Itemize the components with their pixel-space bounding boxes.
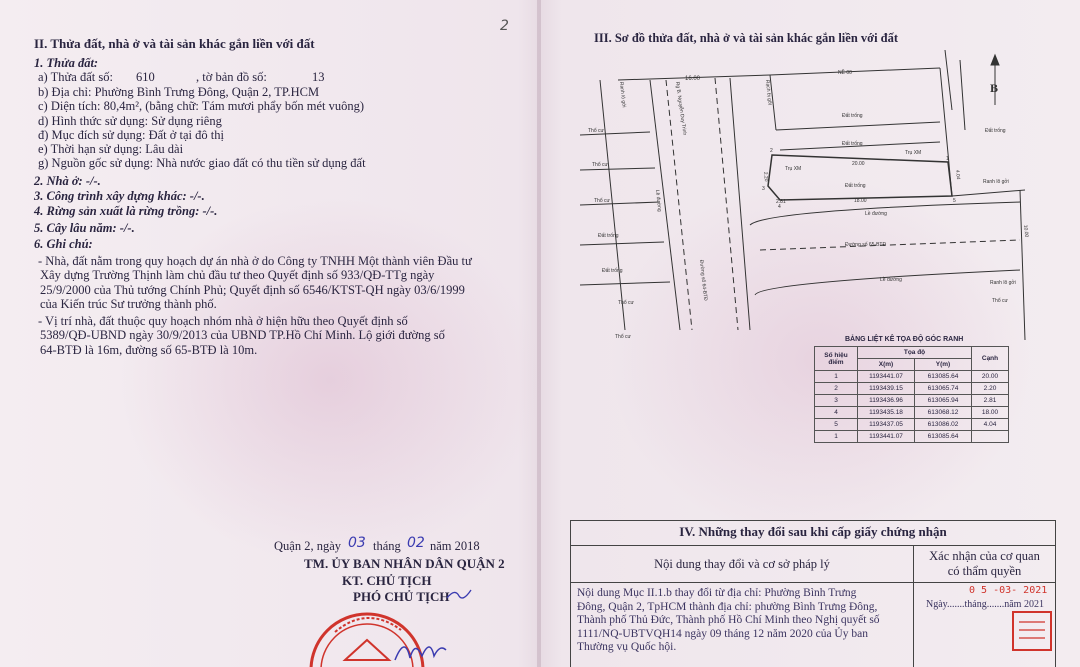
area: c) Diện tích: 80,4m², (bằng chữ: Tám mươi phẩy bốn mét vuông) [38,99,365,113]
cell: 4.04 [972,419,1009,431]
corner-number: 3 [762,186,765,192]
change-line: Thường vụ Quốc hội. [577,641,677,653]
house-line: 2. Nhà ở: -/-. [34,174,101,188]
coord-header: Tọa độ [858,347,972,359]
cell: 5 [815,419,858,431]
perennial-line: 5. Cây lâu năm: -/-. [34,221,135,235]
stamp-date: 0 5 -03- 2021 [969,585,1048,596]
forest-line: 4. Rừng sản xuất là rừng trồng: -/-. [34,204,218,218]
land-label: Thổ cư [992,298,1008,304]
date-prefix: Quận 2, ngày [274,539,341,553]
dimension: 18.00 [854,198,867,204]
lot-top: NỀ 00 [838,70,852,76]
cell: 20.00 [972,371,1009,383]
land-label: Đất trống [842,113,863,119]
note-line: - Nhà, đất nằm trong quy hoạch dự án nhà ở do Công ty TNHH Một thành viên Đầu tư [38,254,472,268]
land-plot-title: 1. Thửa đất: [34,56,99,70]
col2-line2: có thẩm quyền [947,564,1022,578]
corner-number: 1 [946,156,949,162]
coord-header: Cạnh [972,347,1009,371]
usage-form: d) Hình thức sử dụng: Sử dụng riêng [38,114,222,128]
signatory-title: PHÓ CHỦ TỊCH [353,589,450,604]
usage-origin: g) Nguồn gốc sử dụng: Nhà nước giao đất có thu tiền sử dụng đất [38,156,366,170]
cell: 1193441.07 [858,431,915,443]
cell: 1193439.15 [858,383,915,395]
kerb-label: Lề đường [865,211,887,217]
dimension: 10.00 [1022,224,1030,238]
ranh-top: Rạch bị gốt [764,79,773,106]
change-confirmation [914,583,1056,667]
land-label: Đất trống [985,128,1006,134]
coord-header: Số hiệu điểm [815,347,858,371]
cell [972,431,1009,443]
land-label: Thổ cư [618,300,634,306]
site-plan-map [580,50,1060,340]
land-label: Thổ cư [615,334,631,340]
land-label: Đất trống [598,233,619,239]
land-label: Thổ cư [588,128,604,134]
col2-line1: Xác nhận của cơ quan [929,549,1040,563]
note-line: Xây dựng Trường Thịnh làm chủ đầu tư theo Quyết định số 933/QĐ-TTg ngày [40,268,435,282]
signatory-org: TM. ỦY BAN NHÂN DÂN QUẬN 2 [304,556,505,571]
change-line: 1111/NQ-UBTVQH14 ngày 09 tháng 12 năm 2020 của Ủy ban [577,627,868,640]
pillar-label: Trụ XM [905,150,922,156]
coord-table [814,346,1009,443]
table-row [815,395,1009,407]
page-fold [537,0,541,667]
section-iii-heading: III. Sơ đồ thửa đất, nhà ở và tài sản khác gắn liền với đất [594,31,899,45]
cell: 613085.64 [915,371,972,383]
table-row [815,407,1009,419]
cell: 613065.74 [915,383,972,395]
corner-number: 2 [770,148,773,154]
notes-title: 6. Ghi chú: [34,237,93,251]
ranh-right-2: Ranh lô gởi [990,280,1016,286]
cell: 1193435.18 [858,407,915,419]
cell: 3 [815,395,858,407]
cell: 1 [815,431,858,443]
dimension: 20.00 [852,161,865,167]
note-line: 25/9/2000 của Thủ tướng Chính Phủ; Quyết định số 6546/KTST-QH ngày 03/6/1999 [40,283,465,297]
date-month: 02 [407,535,425,551]
address: b) Địa chỉ: Phường Bình Trưng Đông, Quận 2, TP.HCM [38,85,320,99]
cell: 2 [815,383,858,395]
note-line: của Kiến trúc Sư trưởng thành phố. [40,297,217,311]
handwritten-mark: 2 [500,18,509,34]
dim-top: 16.00 [685,76,701,82]
cell: 1 [815,371,858,383]
change-line: Đông, Quận 2, TpHCM thành địa chỉ: phường Bình Trưng Đông, [577,600,878,613]
ranh-right: Ranh lô gởi [983,179,1009,185]
north-label: B [990,81,999,95]
change-content [571,583,914,667]
note-line: - Vị trí nhà, đất thuộc quy hoạch nhóm nhà ở hiện hữu theo Quyết định số [38,314,408,328]
date-year: năm 2018 [430,539,480,553]
confirm-date-line: Ngày.......tháng.......năm 2021 [926,599,1044,610]
section-ii-heading: II. Thửa đất, nhà ở và tài sản khác gắn liền với đất [34,36,315,51]
plot-number-label: a) Thửa đất số: [38,70,113,84]
land-label: Thổ cư [592,162,608,168]
cell: 2.81 [972,395,1009,407]
red-stamp [1009,608,1054,653]
cell: 1193441.07 [858,371,915,383]
signatory-role: KT. CHỦ TỊCH [342,573,432,588]
table-row [815,383,1009,395]
cell: 1193436.96 [858,395,915,407]
coord-header: Y(m) [915,359,972,371]
road-vertical: Rg B. Nguyễn Duy Trinh [674,81,688,136]
cell: 18.00 [972,407,1009,419]
pillar-label: Trụ XM [785,166,802,172]
signature-flourish [445,586,475,604]
cell: 613085.64 [915,431,972,443]
table-row [815,371,1009,383]
date-month-label: tháng [373,539,401,553]
note-line: 64-BTĐ là 16m, đường số 65-BTĐ là 10m. [40,343,258,357]
land-label: Đất trống [845,183,866,189]
kerb-label: Lề đường [880,277,902,283]
cell: 4 [815,407,858,419]
usage-purpose: đ) Mục đích sử dụng: Đất ở tại đô thị [38,128,224,142]
map-sheet-label: , tờ bản đồ số: [196,70,267,84]
date-day: 03 [348,535,366,551]
change-line: Nội dung Mục II.1.b thay đổi từ địa chỉ: Phường Bình Trưng [577,587,857,599]
land-label: Thổ cư [594,198,610,204]
table-row [815,431,1009,443]
dimension: 2.20 [762,171,769,182]
land-label: Đất trống [842,141,863,147]
kerb-left: Lề đường [654,189,663,213]
usage-term: e) Thời hạn sử dụng: Lâu dài [38,142,184,156]
dimension: 2.81 [776,199,786,205]
changes-table [570,520,1056,667]
ranh-left: Ranh lô gởi [618,81,627,108]
cell: 613068.12 [915,407,972,419]
coord-table-title: BẢNG LIỆT KÊ TỌA ĐỘ GÓC RANH [845,336,964,343]
cell: 2.20 [972,383,1009,395]
cell: 613086.02 [915,419,972,431]
changes-title: IV. Những thay đổi sau khi cấp giấy chứng nhận [571,521,1056,546]
cell: 1193437.05 [858,419,915,431]
change-line: Thành phố Thủ Đức, Thành phố Hồ Chí Minh theo Nghị quyết số [577,614,880,626]
changes-col2-header [914,546,1056,583]
coord-header: X(m) [858,359,915,371]
road-65: Đường số 65-BTĐ [845,242,887,248]
map-sheet-number: 13 [312,70,325,84]
road-64: Đường số 64-BTĐ [698,259,709,302]
note-line: 5389/QĐ-UBND ngày 30/9/2013 của UBND TP.Hồ Chí Minh. Lộ giới đường số [40,328,445,342]
land-label: Đất trống [602,268,623,274]
dimension: 4.04 [954,169,961,180]
plot-number: 610 [136,70,155,84]
corner-number: 5 [953,198,956,204]
table-row [815,419,1009,431]
other-construction-line: 3. Công trình xây dựng khác: -/-. [34,189,205,203]
corner-number: 4 [778,204,781,210]
signature [390,630,450,667]
cell: 613065.94 [915,395,972,407]
changes-col1-header: Nội dung thay đổi và cơ sở pháp lý [571,546,914,583]
